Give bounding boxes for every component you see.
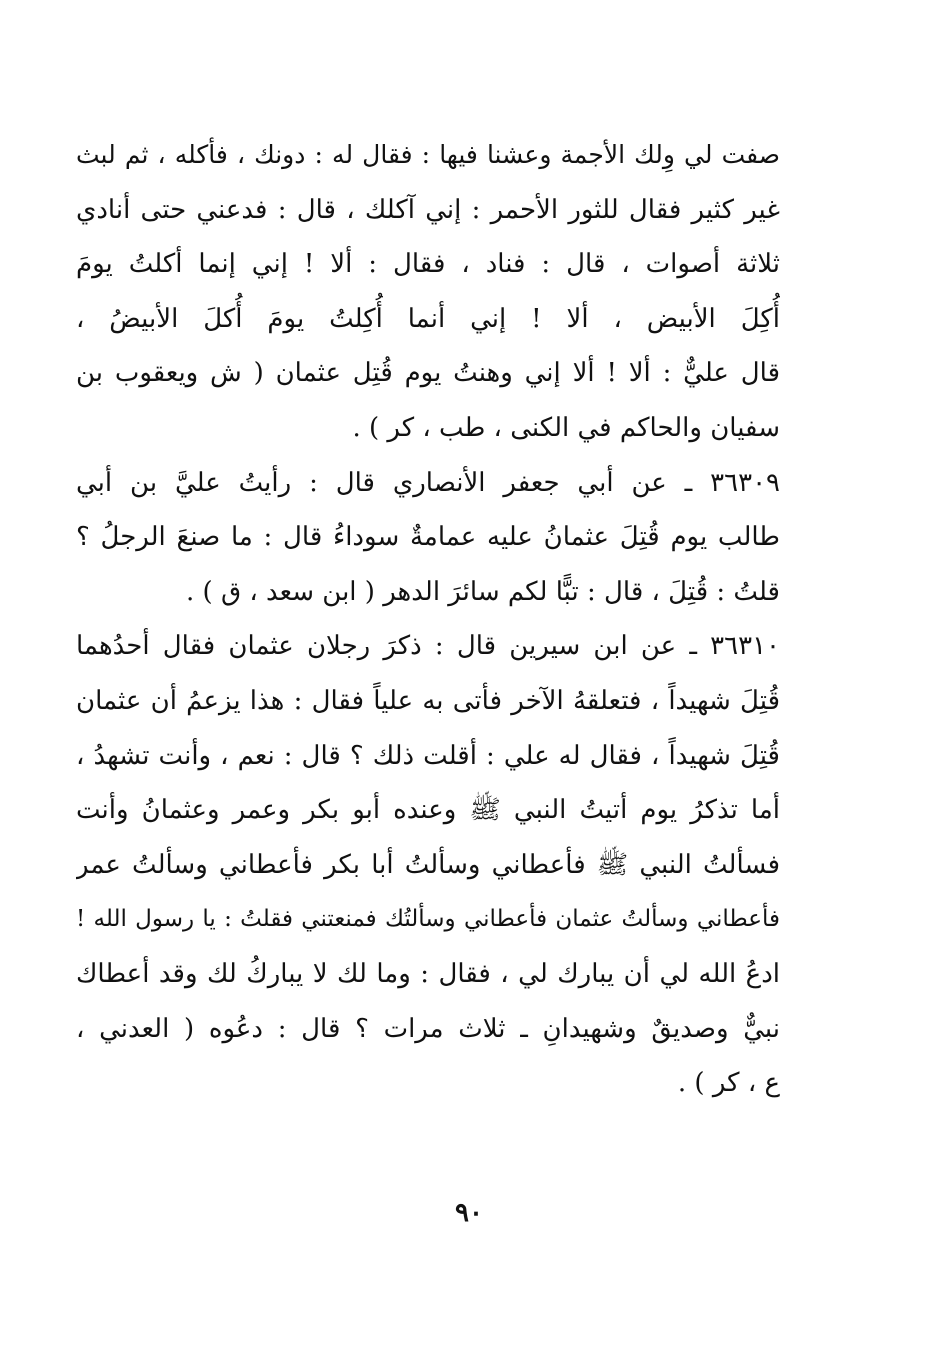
text-line: قال عليٌّ : ألا ! ألا إني وهنتُ يوم قُتِل عثمان ( ش ويعقوب بن: [76, 358, 780, 389]
text-line: سفيان والحاكم في الكنى ، طب ، كر ) .: [352, 412, 780, 443]
text-line: ادعُ الله لي أن يبارك لي ، فقال : وما لك لا يباركُ لك وقد أعطاك: [76, 958, 780, 989]
text-line: فأعطاني وسألتُ عثمان فأعطاني وسألتُك فمنعتني فقلتُ : يا رسول الله !: [76, 906, 780, 933]
text-line: قُتِلَ شهيداً ، فقال له علي : أقلت ذلك ؟ قال : نعم ، وأنت تشهدُ ،: [76, 740, 780, 771]
text-line: غير كثير فقال للثور الأحمر : إني آكلك ، قال : فدعني حتى أنادي: [76, 194, 780, 225]
text-line: نبيٌّ وصديقٌ وشهيدانِ ـ ثلاث مرات ؟ قال : دعُوه ( العدني ،: [76, 1013, 780, 1044]
text-line: أُكِلَ الأبيض ، ألا ! إني أنما أُكِلتُ يومَ أُكلَ الأبيضُ ،: [76, 303, 780, 334]
text-line: قُتِلَ شهيداً ، فتعلقهُ الآخر فأتى به علياً فقال : هذا يزعمُ أن عثمان: [76, 685, 780, 716]
page-body-text: [76, 128, 780, 1111]
text-line: فسألتُ النبي ﷺ فأعطاني وسألتُ أبا بكر فأعطاني وسألتُ عمر: [76, 849, 780, 880]
text-line: ع ، كر ) .: [677, 1068, 780, 1099]
text-line: ثلاثة أصوات ، قال : فناد ، فقال : ألا ! إني إنما أكلتُ يومَ: [76, 249, 780, 280]
page-number: ٩٠: [455, 1198, 483, 1228]
hadith-36310-line: ٣٦٣١٠ ـ عن ابن سيرين قال : ذكرَ رجلان عثمان فقال أحدُهما: [76, 631, 780, 662]
text-line: قلتُ : قُتِلَ ، قال : تبًّا لكم سائرَ الدهر ( ابن سعد ، ق ) .: [186, 576, 780, 607]
text-line: أما تذكرُ يوم أتيتُ النبي ﷺ وعنده أبو بكر وعمر وعثمانُ وأنت: [76, 795, 780, 826]
text-line: طالب يوم قُتِلَ عثمانُ عليه عمامةٌ سوداءُ قال : ما صنعَ الرجلُ ؟: [76, 522, 780, 553]
hadith-36309-line: ٣٦٣٠٩ ـ عن أبي جعفر الأنصاري قال : رأيتُ عليَّ بن أبي: [76, 467, 780, 498]
text-line: صفت لي وِلك الأجمة وعشنا فيها : فقال له : دونك ، فأكله ، ثم لبث: [76, 140, 780, 169]
